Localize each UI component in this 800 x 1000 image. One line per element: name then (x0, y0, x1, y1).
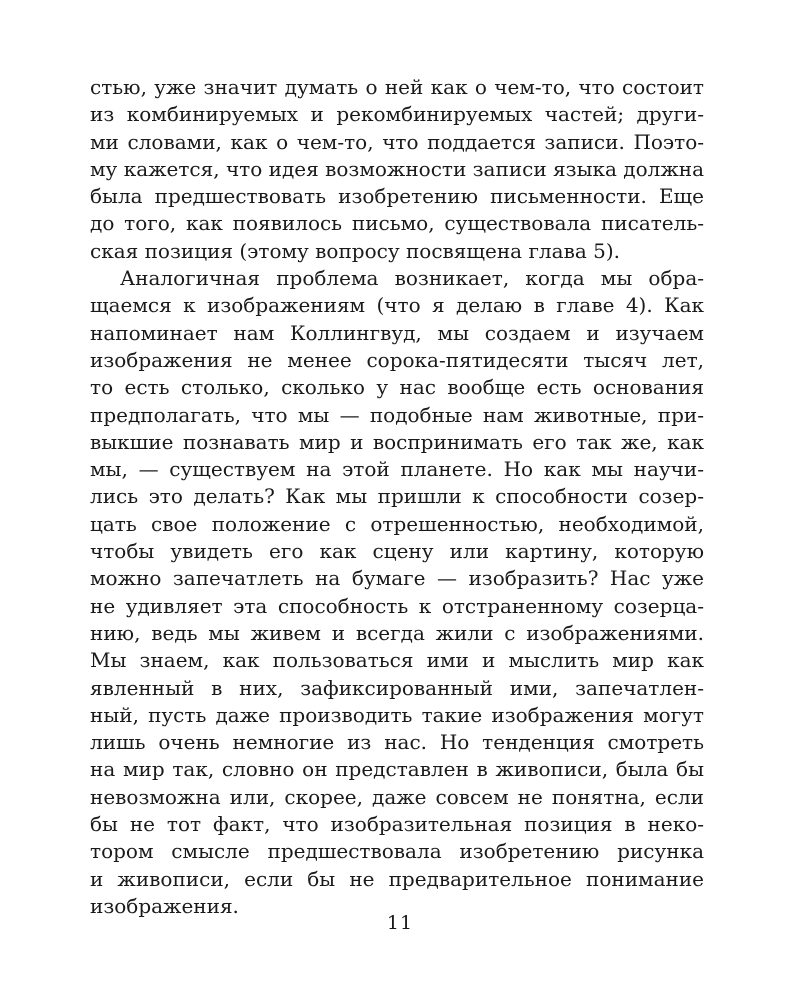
text-line: ми словами, как о чем-то, что поддается записи. Поэто- (90, 129, 704, 154)
page-number: 11 (386, 912, 414, 934)
text-line: мы, — существуем на этой планете. Но как мы научи- (90, 457, 704, 482)
text-line: нию, ведь мы живем и всегда жили с изображениями. (90, 620, 704, 645)
text-line: Аналогичная проблема возникает, когда мы обра- (120, 266, 704, 291)
text-line: ный, пусть даже производить такие изображения могут (90, 702, 704, 727)
text-line: цать свое положение с отрешенностью, необходимой, (90, 511, 704, 536)
text-line: щаемся к изображениям (что я делаю в главе 4). Как (90, 293, 704, 318)
text-line: не удивляет эта способность к отстраненному созерца- (90, 593, 704, 618)
text-line: то есть столько, сколько у нас вообще есть основания (90, 375, 704, 400)
text-line: изображения не менее сорока-пятидесяти тысяч лет, (90, 347, 704, 372)
text-line: напоминает нам Коллингвуд, мы создаем и изучаем (90, 320, 704, 345)
text-line: на мир так, словно он представлен в живописи, была бы (90, 757, 704, 782)
text-line: чтобы увидеть его как сцену или картину, которую (90, 539, 704, 564)
text-line: му кажется, что идея возможности записи языка должна (90, 156, 704, 181)
text-line: явленный в них, зафиксированный ими, запечатлен- (90, 675, 704, 700)
text-line: была предшествовать изобретению письменности. Еще (90, 184, 704, 209)
text-line: ская позиция (этому вопросу посвящена глава 5). (90, 238, 620, 263)
text-line: стью, уже значит думать о ней как о чем-то, что состоит (90, 75, 704, 99)
text-line: и живописи, если бы не предварительное понимание (90, 866, 704, 891)
text-line: лись это делать? Как мы пришли к способности созер- (90, 484, 704, 509)
book-page-body (90, 74, 704, 920)
text-line: предполагать, что мы — подобные нам животные, при- (90, 402, 704, 427)
text-line: выкшие познавать мир и воспринимать его так же, как (90, 429, 704, 454)
text-line: Мы знаем, как пользоваться ими и мыслить мир как (90, 648, 704, 673)
text-line: тором смысле предшествовала изобретению рисунка (90, 839, 704, 864)
text-line: невозможна или, скорее, даже совсем не понятна, если (90, 784, 704, 809)
text-line: лишь очень немногие из нас. Но тенденция смотреть (90, 730, 704, 755)
text-line: изображения. (90, 893, 239, 918)
text-line: до того, как появилось письмо, существовала писатель- (90, 211, 704, 236)
text-line: бы не тот факт, что изобразительная позиция в неко- (90, 812, 704, 837)
text-line: можно запечатлеть на бумаге — изобразить? Нас уже (90, 566, 704, 591)
text-line: из комбинируемых и рекомбинируемых частей; други- (90, 102, 704, 127)
body-text (90, 74, 704, 920)
